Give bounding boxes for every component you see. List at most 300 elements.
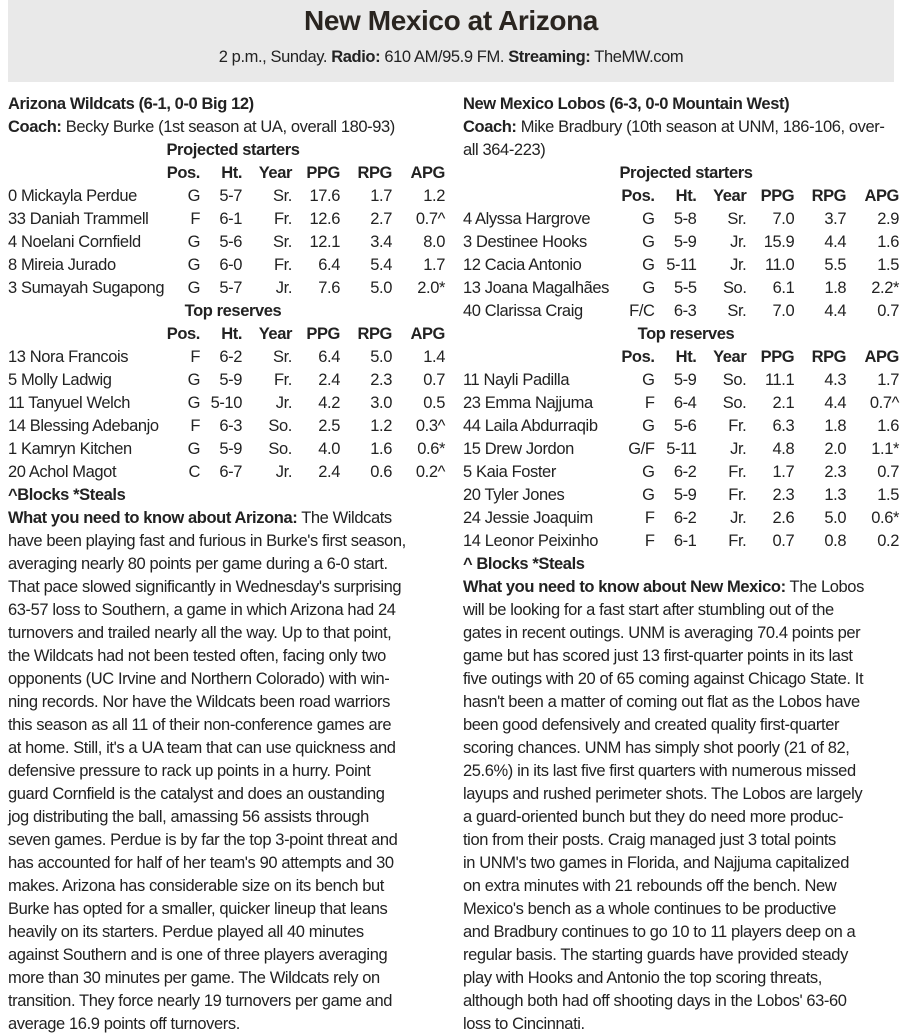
body-line [463, 806, 899, 829]
apg: 0.6* [871, 509, 899, 527]
body-line [463, 599, 899, 622]
body-text: heavily on its starters. Perdue played all 40 minutes [8, 923, 364, 941]
year: Fr. [728, 532, 747, 550]
player-name: 5 Molly Ladwig [8, 371, 112, 389]
body-line [463, 714, 899, 737]
column-header-blank [8, 162, 153, 185]
player-name: 13 Nora Francois [8, 348, 129, 366]
body-text: this season as all 11 of their non-conference games are [8, 716, 392, 734]
player-row [463, 530, 899, 553]
column-header: PPG [760, 348, 795, 366]
team-name: Arizona Wildcats (6-1, 0-0 Big 12) [8, 95, 254, 113]
rpg: 3.7 [824, 210, 847, 228]
body-line [463, 852, 899, 875]
player-row [463, 254, 899, 277]
player-row [8, 438, 448, 461]
body-text: That pace slowed significantly in Wednesday's surprising [8, 578, 402, 596]
body-text: opponents (UC Irvine and Northern Colorado) with win- [8, 670, 390, 688]
ppg: 2.6 [772, 509, 795, 527]
position: G [187, 371, 200, 389]
height: 6-0 [219, 256, 242, 274]
apg: 2.9 [877, 210, 899, 228]
player-name: 3 Sumayah Sugapong [8, 279, 165, 297]
ppg: 17.6 [309, 187, 340, 205]
section-heading: Top reserves [637, 325, 735, 343]
body-line [8, 944, 448, 967]
body-text: a guard-oriented bunch but they do need more produc- [463, 808, 844, 826]
ppg: 2.3 [772, 486, 795, 504]
apg: 1.4 [423, 348, 445, 366]
player-row [463, 208, 899, 231]
year: Fr. [728, 417, 747, 435]
column-header: Ht. [675, 348, 697, 366]
body-text: defensive pressure to rack up points in a hurry. Point [8, 762, 371, 780]
body-line [463, 691, 899, 714]
rpg: 1.3 [824, 486, 847, 504]
table-header [463, 185, 899, 208]
column-header: APG [410, 164, 445, 182]
body-line [8, 852, 448, 875]
streaming-value: TheMW.com [594, 48, 684, 66]
column-header: Pos. [166, 325, 200, 343]
year: Sr. [273, 233, 292, 251]
height: 6-2 [219, 348, 242, 366]
body-text: although both had off shooting days in the Lobos' 63-60 [463, 992, 847, 1010]
year: So. [268, 417, 292, 435]
stats-legend: ^Blocks *Steals [8, 486, 126, 504]
column-header: Year [713, 187, 747, 205]
player-row [8, 369, 448, 392]
apg: 1.5 [877, 486, 899, 504]
body-text: 25.6%) in its last five first quarters with numerous missed [463, 762, 856, 780]
stats-legend: ^ Blocks *Steals [463, 555, 585, 573]
height: 5-9 [673, 371, 697, 389]
body-line [8, 875, 448, 898]
body-text: gates in recent outings. UNM is averaging 70.4 points per [463, 624, 861, 642]
rpg: 4.4 [824, 233, 847, 251]
position: F [190, 210, 200, 228]
rpg: 2.0 [824, 440, 847, 458]
arizona-column [8, 93, 448, 1036]
rpg: 3.4 [370, 233, 392, 251]
body-line [8, 553, 448, 576]
player-name: 5 Kaia Foster [463, 463, 556, 481]
ppg: 12.6 [309, 210, 340, 228]
position: F [644, 509, 655, 527]
year: Fr. [728, 486, 747, 504]
body-text: 63-57 loss to Southern, a game in which Arizona had 24 [8, 601, 396, 619]
body-line [463, 576, 899, 599]
height: 6-1 [219, 210, 242, 228]
column-header-blank [8, 323, 153, 346]
section-heading: Projected starters [619, 164, 753, 182]
column-header: RPG [357, 325, 392, 343]
apg: 1.5 [877, 256, 899, 274]
body-line [8, 737, 448, 760]
ppg: 7.0 [772, 302, 795, 320]
column-header: Year [713, 348, 747, 366]
ppg: 2.1 [772, 394, 795, 412]
year: Fr. [273, 210, 292, 228]
body-text: have been playing fast and furious in Burke's first season, [8, 532, 406, 550]
game-info [8, 46, 894, 68]
position: G [642, 486, 655, 504]
apg: 1.7 [423, 256, 445, 274]
coach-text: Becky Burke (1st season at UA, overall 180-93) [65, 118, 395, 136]
ppg: 2.4 [318, 463, 340, 481]
column-header: Year [258, 164, 292, 182]
position: G [187, 440, 200, 458]
player-name: 12 Cacia Antonio [463, 256, 582, 274]
height: 5-9 [219, 440, 242, 458]
body-line [463, 990, 899, 1013]
rpg: 5.5 [824, 256, 847, 274]
year: Jr. [730, 233, 747, 251]
body-text: been good defensively and created quality first-quarter [463, 716, 840, 734]
coach-line [8, 116, 448, 139]
player-row [463, 300, 899, 323]
column-header: Year [258, 325, 292, 343]
body-text: more than 30 minutes per game. The Wildcats rely on [8, 969, 380, 987]
column-header: Pos. [621, 348, 655, 366]
height: 5-9 [673, 233, 697, 251]
apg: 0.3^ [415, 417, 445, 435]
body-text: against Southern and is one of three players averaging [8, 946, 388, 964]
know-heading: What you need to know about Arizona: [8, 509, 298, 527]
player-row [8, 346, 448, 369]
body-text: has accounted for half of her team's 90 attempts and 30 [8, 854, 394, 872]
player-name: 15 Drew Jordon [463, 440, 574, 458]
player-row [463, 507, 899, 530]
player-row [463, 438, 899, 461]
player-name: 11 Nayli Padilla [463, 371, 570, 389]
rpg: 5.0 [824, 509, 847, 527]
height: 5-7 [219, 279, 242, 297]
position: G [187, 279, 200, 297]
height: 5-10 [210, 394, 242, 412]
body-line [8, 668, 448, 691]
player-row [8, 277, 448, 300]
apg: 0.7^ [415, 210, 445, 228]
column-header-blank [463, 185, 608, 208]
ppg: 7.0 [772, 210, 795, 228]
body-line [8, 990, 448, 1013]
body-text: Burke has opted for a smaller, quicker lineup that leans [8, 900, 388, 918]
rpg: 5.0 [370, 348, 392, 366]
year: Jr. [275, 463, 292, 481]
column-header: Ht. [221, 164, 242, 182]
position: G [642, 256, 655, 274]
position: G [642, 279, 655, 297]
radio-value: 610 AM/95.9 FM. [384, 48, 505, 66]
body-text: regular basis. The starting guards have provided steady [463, 946, 848, 964]
rpg: 1.2 [370, 417, 392, 435]
player-row [463, 415, 899, 438]
body-text: loss to Cincinnati. [463, 1015, 585, 1033]
rpg: 1.8 [824, 279, 847, 297]
column-header: APG [864, 348, 899, 366]
height: 5-8 [673, 210, 697, 228]
body-line [8, 783, 448, 806]
body-line [463, 622, 899, 645]
apg: 1.1* [871, 440, 899, 458]
section-heading: Projected starters [166, 141, 300, 159]
player-row [463, 369, 899, 392]
year: Jr. [730, 256, 747, 274]
column-header-blank [463, 346, 608, 369]
body-text: in UNM's two games in Florida, and Najjuma capitalized [463, 854, 849, 872]
column-header: PPG [306, 325, 340, 343]
apg: 0.7 [877, 463, 899, 481]
body-text: averaging nearly 80 points per game during a 6-0 start. [8, 555, 388, 573]
body-line [463, 737, 899, 760]
player-name: 4 Alyssa Hargrove [463, 210, 591, 228]
body-line [463, 898, 899, 921]
body-text: hasn't been a matter of coming out flat as the Lobos have [463, 693, 860, 711]
height: 6-3 [219, 417, 242, 435]
body-text: turnovers and trailed nearly all the way. Up to that point, [8, 624, 392, 642]
year: Fr. [273, 256, 292, 274]
coach-line [463, 139, 899, 162]
year: Sr. [727, 302, 747, 320]
ppg: 4.0 [318, 440, 340, 458]
body-line [8, 921, 448, 944]
player-row [8, 208, 448, 231]
apg: 0.7 [423, 371, 445, 389]
radio-label: Radio: [331, 48, 381, 66]
ppg: 11.0 [764, 256, 795, 274]
column-header: PPG [760, 187, 795, 205]
body-text: at home. Still, it's a UA team that can use quickness and [8, 739, 396, 757]
height: 5-9 [219, 371, 242, 389]
height: 6-3 [673, 302, 697, 320]
ppg: 4.8 [772, 440, 795, 458]
body-line [8, 806, 448, 829]
body-line [463, 645, 899, 668]
column-header: APG [410, 325, 445, 343]
ppg: 4.2 [318, 394, 340, 412]
player-name: 23 Emma Najjuma [463, 394, 593, 412]
player-row [8, 185, 448, 208]
player-name: 4 Noelani Cornfield [8, 233, 141, 251]
year: Jr. [730, 509, 747, 527]
team-name: New Mexico Lobos (6-3, 0-0 Mountain West) [463, 95, 790, 113]
body-text: guard Cornfield is the catalyst and does an oustanding [8, 785, 385, 803]
position: G [187, 187, 200, 205]
coach-line [463, 116, 899, 139]
apg: 2.2* [871, 279, 899, 297]
body-text: game but has scored just 13 first-quarter points in its last [463, 647, 853, 665]
coach-label: Coach: [8, 118, 62, 136]
page-title: New Mexico at Arizona [304, 5, 598, 36]
position: F [190, 417, 200, 435]
streaming-label: Streaming: [508, 48, 591, 66]
rpg: 1.6 [370, 440, 392, 458]
coach-text: Mike Bradbury (10th season at UNM, 186-106, over- [520, 118, 885, 136]
body-text: transition. They force nearly 19 turnovers per game and [8, 992, 392, 1010]
player-row [8, 231, 448, 254]
player-name: 14 Leonor Peixinho [463, 532, 598, 550]
body-text: layups and rushed perimeter shots. The Lobos are largely [463, 785, 863, 803]
table-header [8, 323, 448, 346]
body-line [8, 691, 448, 714]
rpg: 5.4 [370, 256, 392, 274]
ppg: 15.9 [763, 233, 795, 251]
coach-label: Coach: [463, 118, 517, 136]
ppg: 7.6 [318, 279, 340, 297]
apg: 1.6 [877, 233, 899, 251]
player-name: 20 Tyler Jones [463, 486, 565, 504]
body-text: makes. Arizona has considerable size on its bench but [8, 877, 384, 895]
column-header: Ht. [221, 325, 242, 343]
player-name: 0 Mickayla Perdue [8, 187, 137, 205]
year: So. [722, 394, 747, 412]
apg: 1.6 [877, 417, 899, 435]
rpg: 0.6 [370, 463, 392, 481]
ppg: 6.4 [318, 256, 340, 274]
body-text: five outings with 20 of 65 coming against Chicago State. It [463, 670, 864, 688]
position: G [187, 394, 200, 412]
year: Sr. [727, 210, 747, 228]
ppg: 2.5 [318, 417, 340, 435]
body-text: jog distributing the ball, amassing 56 assists through [8, 808, 369, 826]
year: Jr. [730, 440, 747, 458]
year: Fr. [273, 371, 292, 389]
apg: 0.2 [877, 532, 899, 550]
apg: 0.5 [423, 394, 445, 412]
ppg: 6.4 [318, 348, 340, 366]
apg: 0.6* [417, 440, 445, 458]
body-line [463, 921, 899, 944]
body-line [8, 898, 448, 921]
year: Sr. [273, 187, 292, 205]
table-header [8, 162, 448, 185]
height: 5-5 [674, 279, 697, 297]
body-text: scoring chances. UNM has simply shot poorly (21 of 82, [463, 739, 850, 757]
column-header: RPG [357, 164, 392, 182]
body-line [8, 760, 448, 783]
body-line [8, 967, 448, 990]
apg: 8.0 [423, 233, 445, 251]
player-name: 1 Kamryn Kitchen [8, 440, 132, 458]
player-name: 11 Tanyuel Welch [8, 394, 131, 412]
body-text: The Wildcats [297, 509, 392, 527]
body-line [463, 829, 899, 852]
rpg: 4.3 [824, 371, 847, 389]
player-name: 24 Jessie Joaquim [463, 509, 593, 527]
apg: 0.7^ [869, 394, 899, 412]
body-text: will be looking for a fast start after stumbling out of the [463, 601, 834, 619]
section-heading: Top reserves [184, 302, 282, 320]
position: G [642, 463, 655, 481]
rpg: 4.4 [824, 394, 847, 412]
ppg: 12.1 [309, 233, 340, 251]
ppg: 11.1 [764, 371, 795, 389]
position: F [644, 394, 655, 412]
rpg: 4.4 [824, 302, 847, 320]
table-header [463, 346, 899, 369]
player-row [8, 392, 448, 415]
body-text: the Wildcats had not been tested often, facing only two [8, 647, 386, 665]
year: Jr. [275, 394, 292, 412]
coach-text: all 364-223) [463, 141, 546, 159]
position: F [190, 348, 200, 366]
player-name: 14 Blessing Adebanjo [8, 417, 159, 435]
body-line [8, 599, 448, 622]
year: So. [722, 279, 747, 297]
rpg: 2.3 [824, 463, 847, 481]
player-row [463, 461, 899, 484]
body-text: Mexico's bench as a whole continues to be productive [463, 900, 837, 918]
new-mexico-column [463, 93, 899, 1036]
height: 5-6 [673, 417, 697, 435]
ppg: 2.4 [318, 371, 340, 389]
player-row [8, 461, 448, 484]
column-header: APG [864, 187, 899, 205]
body-text: play with Hooks and Antonio the top scoring threats, [463, 969, 822, 987]
body-text: The Lobos [785, 578, 864, 596]
body-text: and Bradbury continues to go 10 to 11 players deep on a [463, 923, 856, 941]
body-line [463, 783, 899, 806]
player-row [463, 484, 899, 507]
body-line [8, 507, 448, 530]
ppg: 6.3 [772, 417, 795, 435]
position: F/C [629, 302, 655, 320]
height: 5-11 [666, 256, 697, 274]
body-line [8, 622, 448, 645]
body-text: average 16.9 points off turnovers. [8, 1015, 240, 1033]
apg: 1.7 [877, 371, 899, 389]
height: 5-11 [666, 440, 697, 458]
article-header [8, 0, 894, 82]
height: 6-2 [673, 509, 697, 527]
player-row [463, 392, 899, 415]
column-header: Ht. [675, 187, 697, 205]
position: G/F [628, 440, 655, 458]
year: Fr. [728, 463, 747, 481]
player-row [463, 277, 899, 300]
column-header: PPG [306, 164, 340, 182]
height: 5-7 [219, 187, 242, 205]
apg: 2.0* [417, 279, 445, 297]
body-line [8, 714, 448, 737]
height: 5-6 [219, 233, 242, 251]
player-name: 13 Joana Magalhães [463, 279, 609, 297]
body-line [463, 760, 899, 783]
player-name: 40 Clarissa Craig [463, 302, 583, 320]
player-name: 8 Mireia Jurado [8, 256, 116, 274]
position: G [642, 371, 655, 389]
body-line [8, 530, 448, 553]
body-text: tion from their posts. Craig managed just 3 total points [463, 831, 836, 849]
year: Jr. [275, 279, 292, 297]
apg: 1.2 [423, 187, 445, 205]
height: 6-2 [673, 463, 697, 481]
player-row [463, 231, 899, 254]
position: C [188, 463, 200, 481]
column-header: RPG [811, 187, 847, 205]
body-line [463, 967, 899, 990]
player-name: 20 Achol Magot [8, 463, 117, 481]
rpg: 2.3 [370, 371, 392, 389]
column-header: Pos. [621, 187, 655, 205]
position: G [187, 256, 200, 274]
year: Sr. [273, 348, 292, 366]
game-time: 2 p.m., Sunday. [218, 48, 328, 66]
ppg: 6.1 [772, 279, 795, 297]
apg: 0.2^ [415, 463, 445, 481]
player-name: 3 Destinee Hooks [463, 233, 587, 251]
